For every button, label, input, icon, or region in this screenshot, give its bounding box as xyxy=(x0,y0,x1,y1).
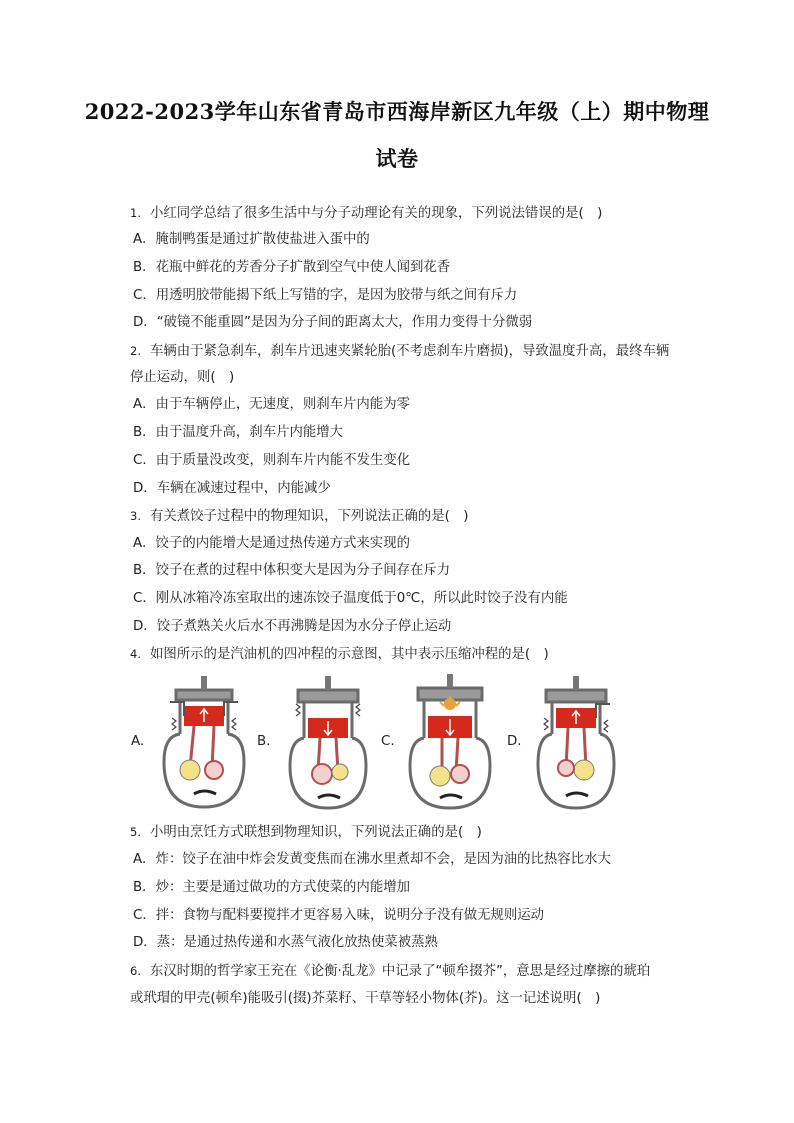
question-2-option-d: D．车辆在减速过程中，内能减少 xyxy=(133,481,331,496)
question-2-option-a: A．由于车辆停止，无速度，则刹车片内能为零 xyxy=(133,397,410,412)
question-3-option-d: D．饺子煮熟关火后水不再沸腾是因为水分子停止运动 xyxy=(133,619,452,634)
question-6-stem-cont: 或玳瑁的甲壳(顿牟)能吸引(掇)芥菜籽、干草等轻小物体(芥)。这一记述说明( ) xyxy=(130,991,601,1006)
engine-diagram-b xyxy=(278,672,378,812)
question-5-option-b: B．炒：主要是通过做功的方式使菜的内能增加 xyxy=(133,880,410,895)
exam-title-line-2: 试卷 xyxy=(375,146,419,171)
exam-title-line-1: 2022-2023学年山东省青岛市西海岸新区九年级（上）期中物理 xyxy=(84,99,710,124)
question-1-option-d: D．“破镜不能重圆”是因为分子间的距离太大，作用力变得十分微弱 xyxy=(133,315,533,330)
question-5-option-d: D．蒸：是通过热传递和水蒸气液化放热使菜被蒸熟 xyxy=(133,935,438,950)
question-1-option-c: C．用透明胶带能揭下纸上写错的字，是因为胶带与纸之间有斥力 xyxy=(133,288,518,303)
question-6-stem: 6. 东汉时期的哲学家王充在《论衡·乱龙》中记录了“顿牟掇芥”，意思是经过摩擦的琥珀 xyxy=(130,964,651,979)
engine-diagram-a xyxy=(154,672,254,812)
question-3-option-b: B．饺子在煮的过程中体积变大是因为分子间存在斥力 xyxy=(133,563,451,578)
question-2-option-b: B．由于温度升高，刹车片内能增大 xyxy=(133,425,344,440)
question-3-stem: 3. 有关煮饺子过程中的物理知识，下列说法正确的是( ) xyxy=(130,509,469,524)
question-1-option-b: B．花瓶中鲜花的芳香分子扩散到空气中使人闻到花香 xyxy=(133,260,451,275)
figure-label-c: C. xyxy=(381,734,395,749)
question-5-option-c: C．拌：食物与配料要搅拌才更容易入味，说明分子没有做无规则运动 xyxy=(133,908,545,923)
question-3-option-a: A．饺子的内能增大是通过热传递方式来实现的 xyxy=(133,536,410,551)
figure-label-a: A. xyxy=(131,734,145,749)
engine-stroke-figures xyxy=(128,672,588,812)
question-1-option-a: A．腌制鸭蛋是通过扩散使盐进入蛋中的 xyxy=(133,232,370,247)
question-1-stem: 1. 小红同学总结了很多生活中与分子动理论有关的现象，下列说法错误的是( ) xyxy=(130,206,603,221)
question-3-option-c: C．刚从冰箱冷冻室取出的速冻饺子温度低于0℃，所以此时饺子没有内能 xyxy=(133,591,568,606)
question-2-option-c: C．由于质量没改变，则刹车片内能不发生变化 xyxy=(133,453,411,468)
question-4-stem: 4. 如图所示的是汽油机的四冲程的示意图，其中表示压缩冲程的是( ) xyxy=(130,647,549,662)
question-2-stem: 2. 车辆由于紧急刹车，刹车片迅速夹紧轮胎(不考虑刹车片磨损)，导致温度升高，最终车辆 xyxy=(130,344,670,359)
question-5-stem: 5. 小明由烹饪方式联想到物理知识，下列说法正确的是( ) xyxy=(130,825,482,840)
engine-diagram-d xyxy=(526,672,626,812)
figure-label-b: B. xyxy=(257,734,271,749)
engine-diagram-c xyxy=(400,672,500,812)
question-2-stem-cont: 停止运动，则( ) xyxy=(130,370,235,385)
figure-label-d: D. xyxy=(507,734,522,749)
question-5-option-a: A．炸：饺子在油中炸会发黄变焦而在沸水里煮却不会，是因为油的比热容比水大 xyxy=(133,852,611,867)
